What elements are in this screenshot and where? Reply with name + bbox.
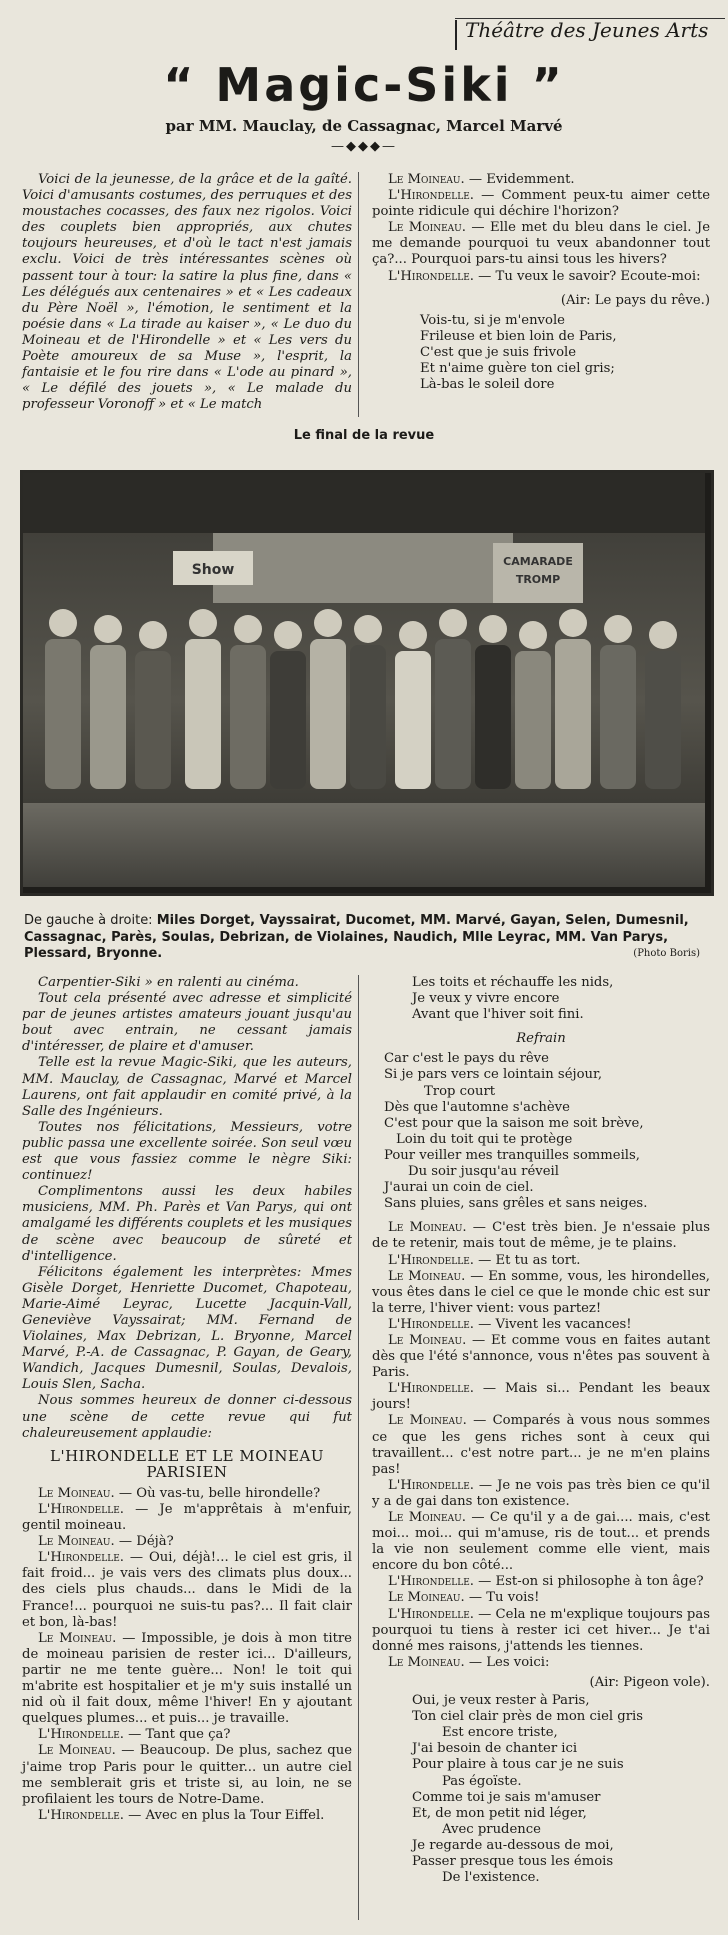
verse-line: Et n'aime guère ton ciel gris; — [420, 361, 615, 377]
dialogue-line — [372, 1381, 710, 1413]
performer-body — [310, 639, 346, 789]
speaker-name: Le Moineau. — [388, 1332, 467, 1348]
verse-continuation — [372, 975, 710, 1023]
verse-line: Dès que l'automne s'achève — [384, 1099, 570, 1115]
dialogue-text: — Oui, déjà!... le ciel est gris, il fait froid... je vais vers des climats plus doux... des ciels plus chauds... dans le Midi de la France!... pourquoi ne suis-tu pas?... Il fait clair et bon, là-bas! — [22, 1550, 352, 1630]
verse-line: Oui, je veux rester à Paris, — [412, 1693, 590, 1709]
dialogue-line — [22, 1743, 352, 1807]
dialogue-text: — Cela ne m'explique toujours pas pourquoi tu tiens à rester ici cet hiver... Je t'ai donné mes raisons, j'attends les tiennes. — [372, 1606, 710, 1654]
dialogue-line — [22, 1631, 352, 1728]
verse-top — [372, 313, 710, 393]
dialogue-text: — Où vas-tu, belle hirondelle? — [114, 1485, 321, 1501]
photo-section-title: Le final de la revue — [293, 428, 435, 443]
dialogue-text: — Et comme vous en faites autant dès que l'été s'annonce, vous n'êtes pas souvent à Paris. — [372, 1332, 710, 1381]
column-divider-bottom — [358, 975, 359, 1920]
header-bar — [455, 20, 457, 50]
review-paragraph: Tout cela présenté avec adresse et simplicité par de jeunes artistes amateurs jouant jusqu'au bout avec entrain, ne cessant jamais d'intéresser, de plaire et d'amuser. — [22, 991, 352, 1055]
performer-body — [475, 645, 511, 789]
speaker-name: L'Hirondelle. — [388, 268, 474, 284]
verse-line: Pour veiller mes tranquilles sommeils, — [384, 1147, 640, 1163]
speaker-name: Le Moineau. — [388, 1654, 465, 1670]
dialogue-text: — Est-on si philosophe à ton âge? — [473, 1574, 704, 1590]
performer-head — [94, 615, 122, 643]
dialogue-text: — Comparés à vous nous sommes ce que les gens riches sont à ceux qui travaillent... c'est notre part... je ne m'en plains pas! — [372, 1413, 710, 1477]
performer-body — [45, 639, 81, 789]
dialogue-text: — Ce qu'il y a de gai.... mais, c'est moi... moi... qui m'amuse, ris de tout... et prends la vie non seulement comme elle vient, mais encore du bon côté... — [372, 1510, 710, 1574]
verse-line: Si je pars vers ce lointain séjour, — [384, 1067, 603, 1083]
verse-line: Les toits et réchauffe les nids, — [412, 975, 614, 990]
dialogue-line — [372, 220, 710, 268]
verse-line: C'est pour que la saison me soit brève, — [384, 1115, 644, 1131]
performer-body — [435, 639, 471, 789]
performer-head — [274, 621, 302, 649]
photo-caption — [24, 913, 704, 963]
dialogue-text: — En somme, vous, les hirondelles, vous êtes dans le ciel ce que le monde chic est sur la terre, l'hiver vient: vous partez! — [372, 1268, 710, 1316]
performer-body — [90, 645, 126, 789]
dialogue-text: — Tu veux le savoir? Ecoute-moi: — [473, 268, 701, 284]
photo-credit: (Photo Boris) — [633, 948, 700, 959]
speaker-name: L'Hirondelle. — [388, 1316, 474, 1332]
speaker-name: Le Moineau. — [38, 1485, 115, 1501]
dialogue-line — [372, 1590, 710, 1606]
speaker-name: Le Moineau. — [388, 1268, 466, 1284]
column-divider-top — [358, 172, 359, 417]
speaker-name: L'Hirondelle. — [388, 1381, 474, 1397]
bottom-right-column — [372, 975, 710, 1886]
performer-head — [649, 621, 677, 649]
performer-body — [350, 645, 386, 789]
refrain-verse — [372, 1051, 710, 1212]
dialogue-line — [22, 1727, 352, 1743]
dialogue-line — [372, 1413, 710, 1477]
review-paragraphs — [22, 975, 352, 1442]
review-paragraph: Félicitons également les interprètes: Mmes Gisèle Dorget, Henriette Ducomet, Chapoteau, Marie-Aimé Leyrac, Lucette Jacquin-Vall, Geneviève Vayssairat; MM. Fernand de Violaines, Max Debrizan, L. Bryonne, Marcel Marvé, P.-A. de Cassagnac, P. Gayan, de Geary, Wandich, Jacques Dumesnil, Soulas, Devalois, Louis Slen, Sacha. — [22, 1264, 352, 1393]
performer-head — [139, 621, 167, 649]
dialogue-text: — Tu vois! — [464, 1590, 540, 1606]
speaker-name: Le Moineau. — [388, 172, 465, 187]
performer-body — [395, 651, 431, 789]
stage-sign-tromp: TROMP — [515, 573, 561, 586]
performer-head — [399, 621, 427, 649]
verse-line: Je regarde au-dessous de moi, — [412, 1837, 614, 1853]
performer-head — [559, 609, 587, 637]
dialogue-line — [372, 1607, 710, 1655]
dialogue-text: — Les voici: — [464, 1654, 550, 1670]
performer-body — [600, 645, 636, 789]
performer-head — [49, 609, 77, 637]
speaker-name: L'Hirondelle. — [388, 1606, 474, 1622]
verse-line: Avec prudence — [442, 1821, 541, 1837]
verse-line: De l'existence. — [442, 1870, 540, 1886]
stage-sign-camarade: CAMARADE — [503, 555, 573, 568]
verse-line: Pas égoïste. — [442, 1773, 522, 1789]
speaker-name: L'Hirondelle. — [38, 1550, 124, 1566]
performer-head — [314, 609, 342, 637]
dialogue-line — [372, 1317, 710, 1333]
verse-line: Ton ciel clair près de mon ciel gris — [412, 1709, 644, 1725]
verse-line: Là-bas le soleil dore — [420, 377, 555, 393]
dialogue-text: — Beaucoup. De plus, sachez que j'aime trop Paris pour le quitter... un autre ciel me semblerait gris et triste si, au loin, ne se profilaient les tours de Notre-Dame. — [22, 1743, 352, 1807]
verse-line: Sans pluies, sans grêles et sans neiges. — [384, 1196, 648, 1212]
article-byline: par MM. Mauclay, de Cassagnac, Marcel Marvé — [165, 117, 563, 135]
speaker-name: L'Hirondelle. — [38, 1807, 124, 1823]
bottom-left-column — [22, 975, 352, 1824]
dialogue-line — [372, 1574, 710, 1590]
stage-sign-show: Show — [191, 562, 235, 578]
dialogue-text: — Vivent les vacances! — [473, 1316, 632, 1332]
dialogue-line — [372, 188, 710, 220]
dialogue-block-right — [372, 1220, 710, 1671]
verse-line: Loin du toit qui te protège — [396, 1131, 573, 1147]
intro-column — [22, 172, 352, 413]
performer-head — [439, 609, 467, 637]
air-note-bottom: (Air: Pigeon vole). — [589, 1674, 710, 1690]
dialogue-line — [372, 1269, 710, 1317]
dialogue-line — [22, 1534, 352, 1550]
dialogue-line — [372, 269, 710, 285]
verse-line: Et, de mon petit nid léger, — [412, 1805, 587, 1821]
review-paragraph: Complimentons aussi les deux habiles musiciens, MM. Ph. Parès et Van Parys, qui ont amalgamé les différents couplets et les musiques de scène avec beaucoup de sûreté et d'intelligence. — [22, 1184, 352, 1264]
verse-line: Du soir jusqu'au réveil — [408, 1164, 559, 1180]
verse-line: J'aurai un coin de ciel. — [384, 1180, 534, 1196]
dialogue-line — [372, 1253, 710, 1269]
verse-line: Comme toi je sais m'amuser — [412, 1789, 601, 1805]
verse-line: Frileuse et bien loin de Paris, — [420, 328, 617, 344]
dialogue-text: — Tant que ça? — [123, 1727, 231, 1743]
verse-line: Est encore triste, — [442, 1725, 558, 1741]
section-label: Théâtre des Jeunes Arts — [465, 18, 709, 42]
dialogue-line — [22, 1550, 352, 1630]
performer-body — [645, 651, 681, 789]
performer-body — [230, 645, 266, 789]
performer-head — [234, 615, 262, 643]
dialogue-line — [372, 1510, 710, 1574]
performer-head — [354, 615, 382, 643]
verse-line: Passer presque tous les émois — [412, 1853, 614, 1869]
speaker-name: L'Hirondelle. — [388, 188, 474, 204]
dialogue-block-top — [372, 172, 710, 285]
caption-names: Miles Dorget, Vayssairat, Ducomet, MM. Marvé, Gayan, Selen, Dumesnil, Cassagnac, Parès, Soulas, Debrizan, de Violaines, Naudich, Mlle Leyrac, MM. Van Parys, Plessard, Bryonne. — [24, 913, 689, 961]
dialogue-text: — Comment peux-tu aimer cette pointe ridicule qui déchire l'horizon? — [372, 188, 710, 220]
speaker-name: L'Hirondelle. — [388, 1574, 474, 1590]
dialogue-line — [372, 1655, 710, 1671]
song-title: L'HIRONDELLE ET LE MOINEAU PARISIEN — [50, 1446, 324, 1481]
stage-photo-illustration — [23, 473, 705, 887]
article-title: “ Magic-Siki ” — [163, 58, 565, 112]
speaker-name: Le Moineau. — [38, 1534, 115, 1550]
speaker-name: Le Moineau. — [388, 1590, 465, 1606]
dialogue-line — [372, 172, 710, 188]
verse-line: C'est que je suis frivole — [420, 344, 577, 360]
performer-body — [515, 651, 551, 789]
speaker-name: L'Hirondelle. — [388, 1477, 474, 1493]
performer-body — [185, 639, 221, 789]
speaker-name: L'Hirondelle. — [38, 1727, 124, 1743]
review-paragraph: Nous sommes heureux de donner ci-dessous une scène de cette revue qui fut chaleureusement applaudie: — [22, 1393, 352, 1441]
dialogue-text: — Avec en plus la Tour Eiffel. — [123, 1807, 325, 1823]
speaker-name: Le Moineau. — [38, 1743, 116, 1759]
dialogue-text: — Et tu as tort. — [473, 1252, 581, 1268]
dialogue-text: — Je ne vois pas très bien ce qu'il y a de gai dans ton existence. — [372, 1477, 710, 1509]
verse-line: Car c'est le pays du rêve — [384, 1051, 549, 1067]
dialogue-line — [372, 1333, 710, 1381]
review-paragraph: Carpentier-Siki » en ralenti au cinéma. — [38, 975, 299, 990]
revue-finale-photo — [20, 470, 714, 896]
verse-line: Je veux y vivre encore — [412, 991, 560, 1007]
dialogue-text: — Mais si... Pendant les beaux jours! — [372, 1381, 710, 1413]
performer-body — [555, 639, 591, 789]
dialogue-text: — Evidemment. — [464, 172, 575, 187]
speaker-name: Le Moineau. — [388, 1413, 467, 1429]
dialogue-line — [372, 1478, 710, 1510]
performer-head — [519, 621, 547, 649]
dialogue-text: — Impossible, je dois à mon titre de moineau parisien de rester ici... D'ailleurs, partir ne me tente guère... Non! le toit qui m'abrite est hospitalier et je m'y suis installé un nid où il fait doux, même l'hiver! En y ajoutant quelques plumes... et puis... je travaille. — [22, 1630, 352, 1727]
dialogue-text: — Elle met du bleu dans le ciel. Je me demande pourquoi tu veux abandonner tout ça?... Pourquoi pars-tu ainsi tous les hivers? — [372, 220, 710, 268]
performer-body — [135, 651, 171, 789]
review-paragraph: Telle est la revue Magic-Siki, que les auteurs, MM. Mauclay, de Cassagnac, Marvé et Marcel Laurens, ont fait applaudir en comité privé, à la Salle des Ingénieurs. — [22, 1055, 352, 1119]
dialogue-line — [372, 1220, 710, 1252]
dialogue-block-left — [22, 1486, 352, 1824]
speaker-name: L'Hirondelle. — [38, 1502, 124, 1517]
verse-line: Vois-tu, si je m'envole — [420, 312, 565, 328]
dialogue-line — [22, 1502, 352, 1534]
verse-line: Trop court — [424, 1083, 496, 1099]
air-note-top: (Air: Le pays du rêve.) — [560, 292, 710, 308]
intro-paragraph: Voici de la jeunesse, de la grâce et de la gaîté. Voici d'amusants costumes, des perruques et des moustaches cocasses, des faux nez rigolos. Voici des couplets bien appropriés, aux chutes toujours heureuses, et d'où le tact n'est jamais exclu. Voici de très intéressantes scènes où passent tour à tour: la satire la plus fine, dans « Les délégués aux centenaires » et « Les cadeaux du Père Noël », l'émotion, le sentiment et la poésie dans « La tirade au kaiser », « Le duo du Moineau et de l'Hirondelle » et « Les vers du Poète amoureux de sa Muse », l'esprit, la fantaisie et le fou rire dans « L'ode au pinard », « Le défilé des jouets », « Le malade du professeur Voronoff » et « Le match — [22, 172, 352, 413]
verse-line: Pour plaire à tous car je ne suis — [412, 1757, 624, 1773]
title-ornament: —◆◆◆— — [331, 139, 397, 154]
verse-final — [372, 1693, 710, 1886]
performer-head — [604, 615, 632, 643]
speaker-name: Le Moineau. — [388, 220, 466, 236]
refrain-label: Refrain — [516, 1031, 566, 1047]
verse-line: Avant que l'hiver soit fini. — [412, 1007, 584, 1023]
speaker-name: Le Moineau. — [388, 1510, 466, 1525]
dialogue-text: — Déjà? — [114, 1534, 174, 1550]
speaker-name: Le Moineau. — [388, 1220, 467, 1236]
speaker-name: Le Moineau. — [38, 1630, 117, 1646]
speaker-name: L'Hirondelle. — [388, 1252, 474, 1268]
dialogue-line — [22, 1486, 352, 1502]
top-right-column — [372, 172, 710, 393]
review-paragraph: Toutes nos félicitations, Messieurs, votre public passa une excellente soirée. Son seul vœu est que vous fassiez comme le nègre Siki: continuez! — [22, 1119, 352, 1184]
performer-head — [189, 609, 217, 637]
performer-body — [270, 651, 306, 789]
caption-prefix: De gauche à droite: — [24, 913, 153, 928]
dialogue-line — [22, 1808, 352, 1824]
dialogue-text: — Je m'apprêtais à m'enfuir, gentil moineau. — [22, 1502, 352, 1534]
performer-head — [479, 615, 507, 643]
dialogue-text: — C'est très bien. Je n'essaie plus de te retenir, mais tout de même, je te plains. — [372, 1220, 710, 1252]
verse-line: J'ai besoin de chanter ici — [412, 1741, 578, 1757]
